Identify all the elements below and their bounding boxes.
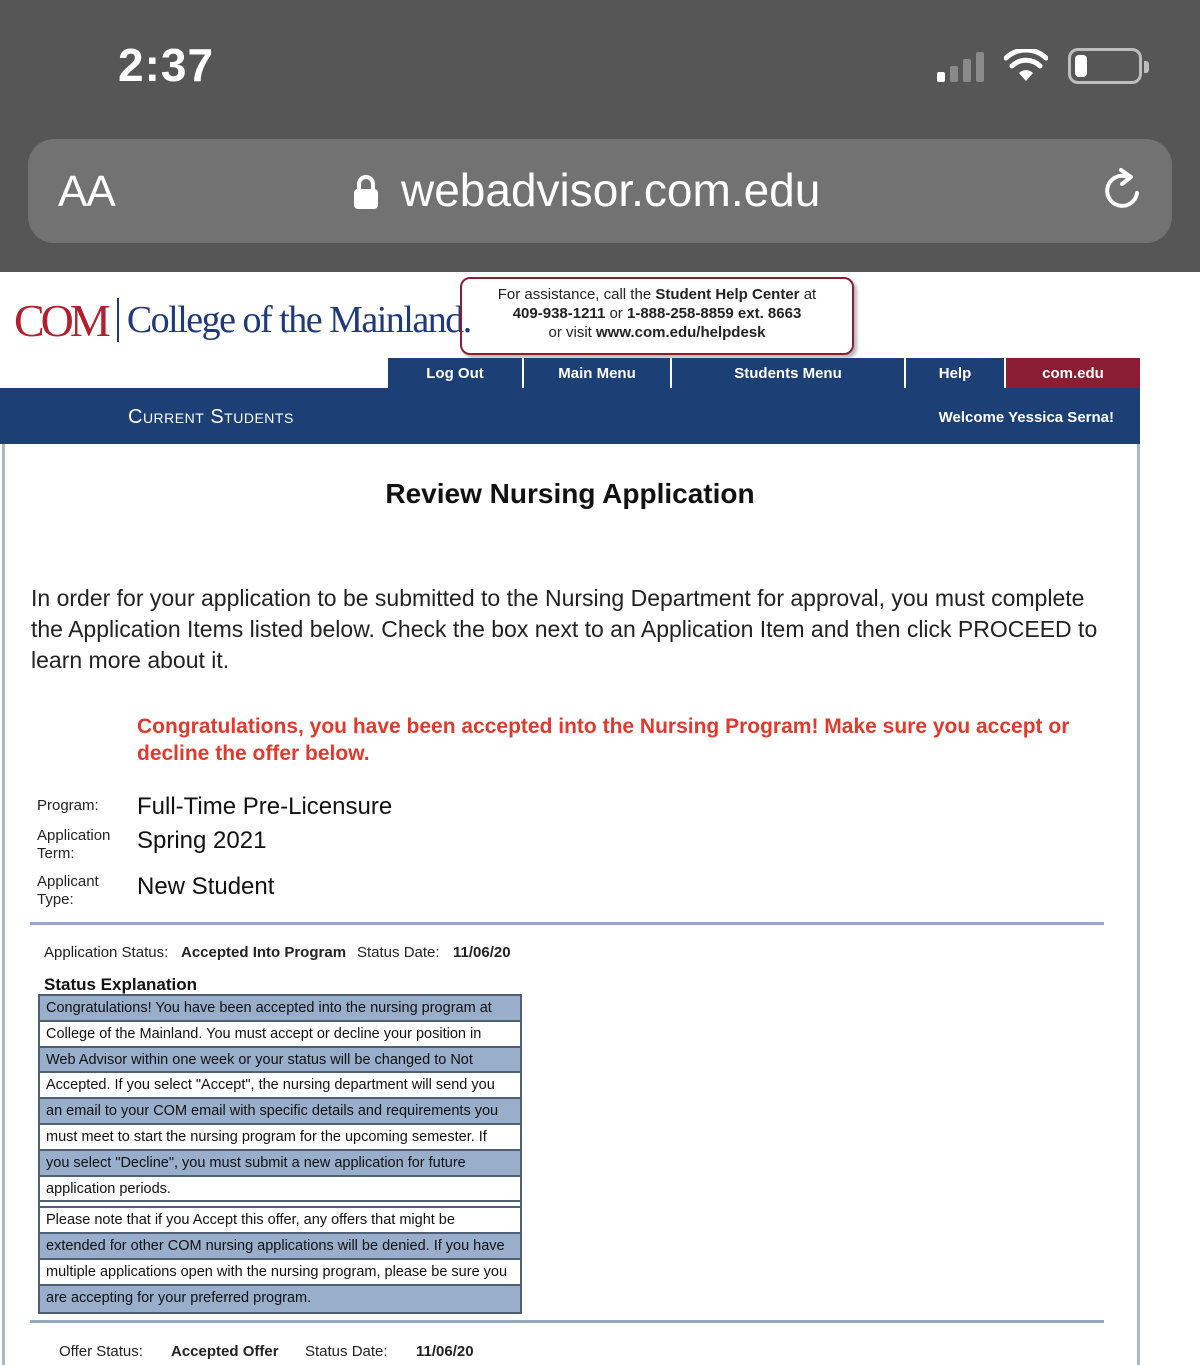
offer-status-label: Offer Status: xyxy=(59,1343,143,1360)
program-label: Program: xyxy=(37,797,99,814)
explanation-line: you select "Decline", you must submit a new application for future xyxy=(40,1151,520,1177)
browser-chrome xyxy=(0,0,1200,272)
explanation-line: an email to your COM email with specific details and requirements you xyxy=(40,1099,520,1125)
url-text: webadvisor.com.edu xyxy=(401,164,821,216)
help-desk-box xyxy=(460,277,854,355)
acceptance-message: Congratulations, you have been accepted into the Nursing Program! Make sure you accept or decline the offer below. xyxy=(137,715,1070,765)
logo-com: COM xyxy=(14,294,107,346)
program-value: Full-Time Pre-Licensure xyxy=(137,793,393,820)
wifi-icon xyxy=(1004,49,1048,83)
college-logo[interactable] xyxy=(14,294,471,346)
app-status-value: Accepted Into Program xyxy=(181,944,347,961)
offer-date-value: 11/06/20 xyxy=(416,1343,474,1360)
status-date-label: Status Date: xyxy=(357,944,440,961)
nav-log-out[interactable]: Log Out xyxy=(388,358,524,388)
help-line-2: 409-938-1211 or 1-888-258-8859 ext. 8663 xyxy=(512,305,802,322)
reload-icon[interactable] xyxy=(1098,165,1148,215)
help-phone-2: 1-888-258-8859 ext. 8663 xyxy=(626,305,802,322)
explanation-line: College of the Mainland. You must accept or decline your position in xyxy=(40,1022,520,1048)
cellular-signal-icon xyxy=(937,50,984,82)
welcome-text: Welcome Yessica Serna! xyxy=(938,409,1114,426)
explanation-line: Please note that if you Accept this offer, any offers that might be xyxy=(40,1208,520,1234)
nav-students-menu[interactable]: Students Menu xyxy=(672,358,906,388)
divider xyxy=(30,922,1104,925)
status-explanation-table xyxy=(38,994,522,1314)
section-banner xyxy=(0,388,1140,444)
applicant-type-value: New Student xyxy=(137,873,275,900)
url-display[interactable] xyxy=(353,163,820,217)
nav-help[interactable]: Help xyxy=(906,358,1006,388)
term-value: Spring 2021 xyxy=(137,827,267,854)
offer-date-label: Status Date: xyxy=(305,1343,388,1360)
explanation-line: Accepted. If you select "Accept", the nursing department will send you xyxy=(40,1073,520,1099)
logo-divider xyxy=(117,298,119,342)
section-title: Current Students xyxy=(128,406,294,428)
applicant-type-label: Applicant Type: xyxy=(37,873,99,908)
explanation-line: Web Advisor within one week or your status will be changed to Not xyxy=(40,1048,520,1074)
app-status-label: Application Status: xyxy=(44,944,169,961)
explanation-line: extended for other COM nursing applications will be denied. If you have xyxy=(40,1234,520,1260)
address-bar[interactable] xyxy=(28,139,1172,243)
intro-text: In order for your application to be submitted to the Nursing Department for approval, you must complete the Application Items listed below. Check the box next to an Application Item and then click PROCEED to learn more about it. xyxy=(31,585,1098,673)
battery-icon xyxy=(1068,48,1142,84)
status-time: 2:37 xyxy=(118,39,215,91)
explanation-line: must meet to start the nursing program for the upcoming semester. If xyxy=(40,1125,520,1151)
logo-college-name: College of the Mainland. xyxy=(126,299,471,341)
status-explanation-title: Status Explanation xyxy=(44,975,198,994)
explanation-line: multiple applications open with the nursing program, please be sure you xyxy=(40,1260,520,1286)
lock-icon xyxy=(353,174,379,210)
text-size-button[interactable]: AA xyxy=(58,167,115,216)
nav-main-menu[interactable]: Main Menu xyxy=(524,358,672,388)
nav-com-edu[interactable]: com.edu xyxy=(1006,358,1140,388)
divider xyxy=(30,1320,1104,1323)
help-phone-1: 409-938-1211 xyxy=(512,305,606,322)
help-line-3: or visit www.com.edu/helpdesk xyxy=(548,324,766,341)
helpdesk-link[interactable]: www.com.edu/helpdesk xyxy=(596,324,766,341)
explanation-line: Congratulations! You have been accepted into the nursing program at xyxy=(40,996,520,1022)
help-line-1: For assistance, call the Student Help Center at xyxy=(497,286,817,303)
status-date-value: 11/06/20 xyxy=(453,944,511,961)
top-nav xyxy=(388,358,1140,388)
page-title: Review Nursing Application xyxy=(385,478,755,509)
explanation-line: are accepting for your preferred program. xyxy=(40,1286,520,1312)
offer-status-value: Accepted Offer xyxy=(171,1343,279,1360)
explanation-line: application periods. xyxy=(40,1177,520,1203)
status-icons xyxy=(937,44,1142,88)
term-label: Application Term: xyxy=(37,827,111,862)
